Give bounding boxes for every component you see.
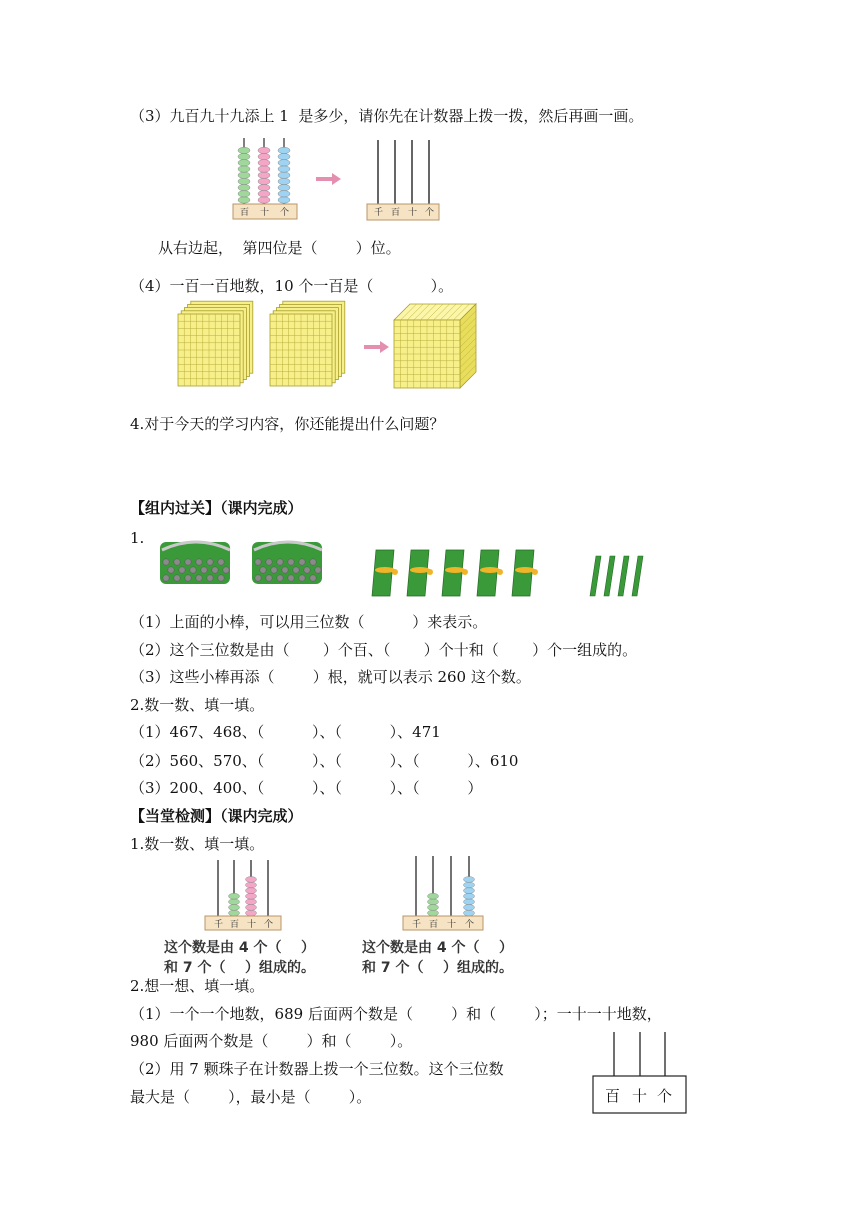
svg-text:百: 百 [391, 208, 401, 218]
think-q1-line-1: （1）一个一个地数，689 后面两个数是（ ）和（ ）；一十一十地数， [130, 1005, 662, 1023]
abacus-hundreds-tens-ones [232, 136, 298, 222]
abacus-empty-four-place [366, 138, 440, 222]
abacus-test-2 [402, 856, 484, 932]
think-q2-line-2: 最大是（ ），最小是（ ）。 [130, 1088, 372, 1106]
svg-text:十: 十 [247, 920, 257, 930]
group-q2-text: （2）这个三位数是由（ ）个百、（ ）个十和（ ）个一组成的。 [130, 641, 638, 659]
label-hundreds: 百 [240, 208, 250, 218]
svg-text:百: 百 [429, 920, 439, 930]
hundred-flats-group-1-icon [178, 298, 270, 390]
sequence-1: （1）467、468、（ ）、（ ）、471 [130, 723, 441, 741]
sequence-2: （2）560、570、（ ）、（ ）、（ ）、610 [130, 752, 519, 770]
sequence-3: （3）200、400、（ ）、（ ）、（ ） [130, 779, 483, 797]
label-tens: 十 [260, 208, 270, 218]
hundred-flats-group-2-icon [270, 298, 362, 390]
svg-text:十: 十 [447, 920, 457, 930]
single-sticks-icon [582, 556, 648, 600]
caption-2-line-1: 这个数是由 4 个（ ） [362, 940, 513, 956]
svg-text:百: 百 [605, 1087, 621, 1105]
group-check-heading: 【组内过关】（课内完成） [130, 499, 303, 517]
svg-text:十: 十 [408, 208, 418, 218]
stick-bundles-ten-icon [368, 548, 548, 600]
think-q2-line-1: （2）用 7 颗珠子在计数器上拨一个三位数。这个三位数 [130, 1060, 504, 1078]
svg-text:个: 个 [425, 208, 435, 218]
class-test-item-1-title: 1.数一数、填一填。 [130, 835, 265, 853]
svg-text:千: 千 [374, 208, 384, 218]
svg-text:千: 千 [214, 920, 224, 930]
thousand-cube-icon [394, 304, 476, 388]
caption-1-line-2: 和 7 个（ ）组成的。 [164, 960, 315, 976]
group-item-2-title: 2.数一数、填一填。 [130, 696, 265, 714]
svg-text:百: 百 [230, 920, 240, 930]
svg-text:十: 十 [632, 1087, 648, 1105]
svg-text:个: 个 [465, 920, 475, 930]
arrow-right-icon-2 [364, 340, 390, 354]
svg-text:个: 个 [264, 920, 274, 930]
group-q3-text: （3）这些小棒再添（ ）根，就可以表示 260 这个数。 [130, 668, 531, 686]
question-4-text: （4）一百一百地数，10 个一百是（ ）。 [130, 277, 454, 295]
label-ones: 个 [280, 208, 290, 218]
arrow-right-icon [316, 172, 342, 186]
stick-bundle-hundred-icon-2 [248, 528, 328, 592]
caption-2-line-2: 和 7 个（ ）组成的。 [362, 960, 513, 976]
class-test-heading: 【当堂检测】（课内完成） [130, 807, 303, 825]
svg-text:千: 千 [412, 920, 422, 930]
counter-hundreds-tens-ones [592, 1032, 688, 1116]
class-test-item-2-title: 2.想一想、填一填。 [130, 977, 265, 995]
think-q1-line-2: 980 后面两个数是（ ）和（ ）。 [130, 1032, 413, 1050]
stick-bundle-hundred-icon-1 [156, 528, 236, 592]
question-4-prompt: 4.对于今天的学习内容，你还能提出什么问题？ [130, 415, 445, 433]
svg-text:个: 个 [657, 1087, 673, 1105]
caption-1-line-1: 这个数是由 4 个（ ） [164, 940, 315, 956]
group-item-1-number: 1. [130, 529, 145, 547]
question-3-answer-line: 从右边起， 第四位是（ ）位。 [158, 239, 401, 257]
question-3-text: （3）九百九十九添上 1 是多少，请你先在计数器上拨一拨，然后再画一画。 [130, 107, 644, 125]
group-q1-text: （1）上面的小棒，可以用三位数（ ）来表示。 [130, 613, 488, 631]
abacus-test-1 [204, 860, 282, 932]
